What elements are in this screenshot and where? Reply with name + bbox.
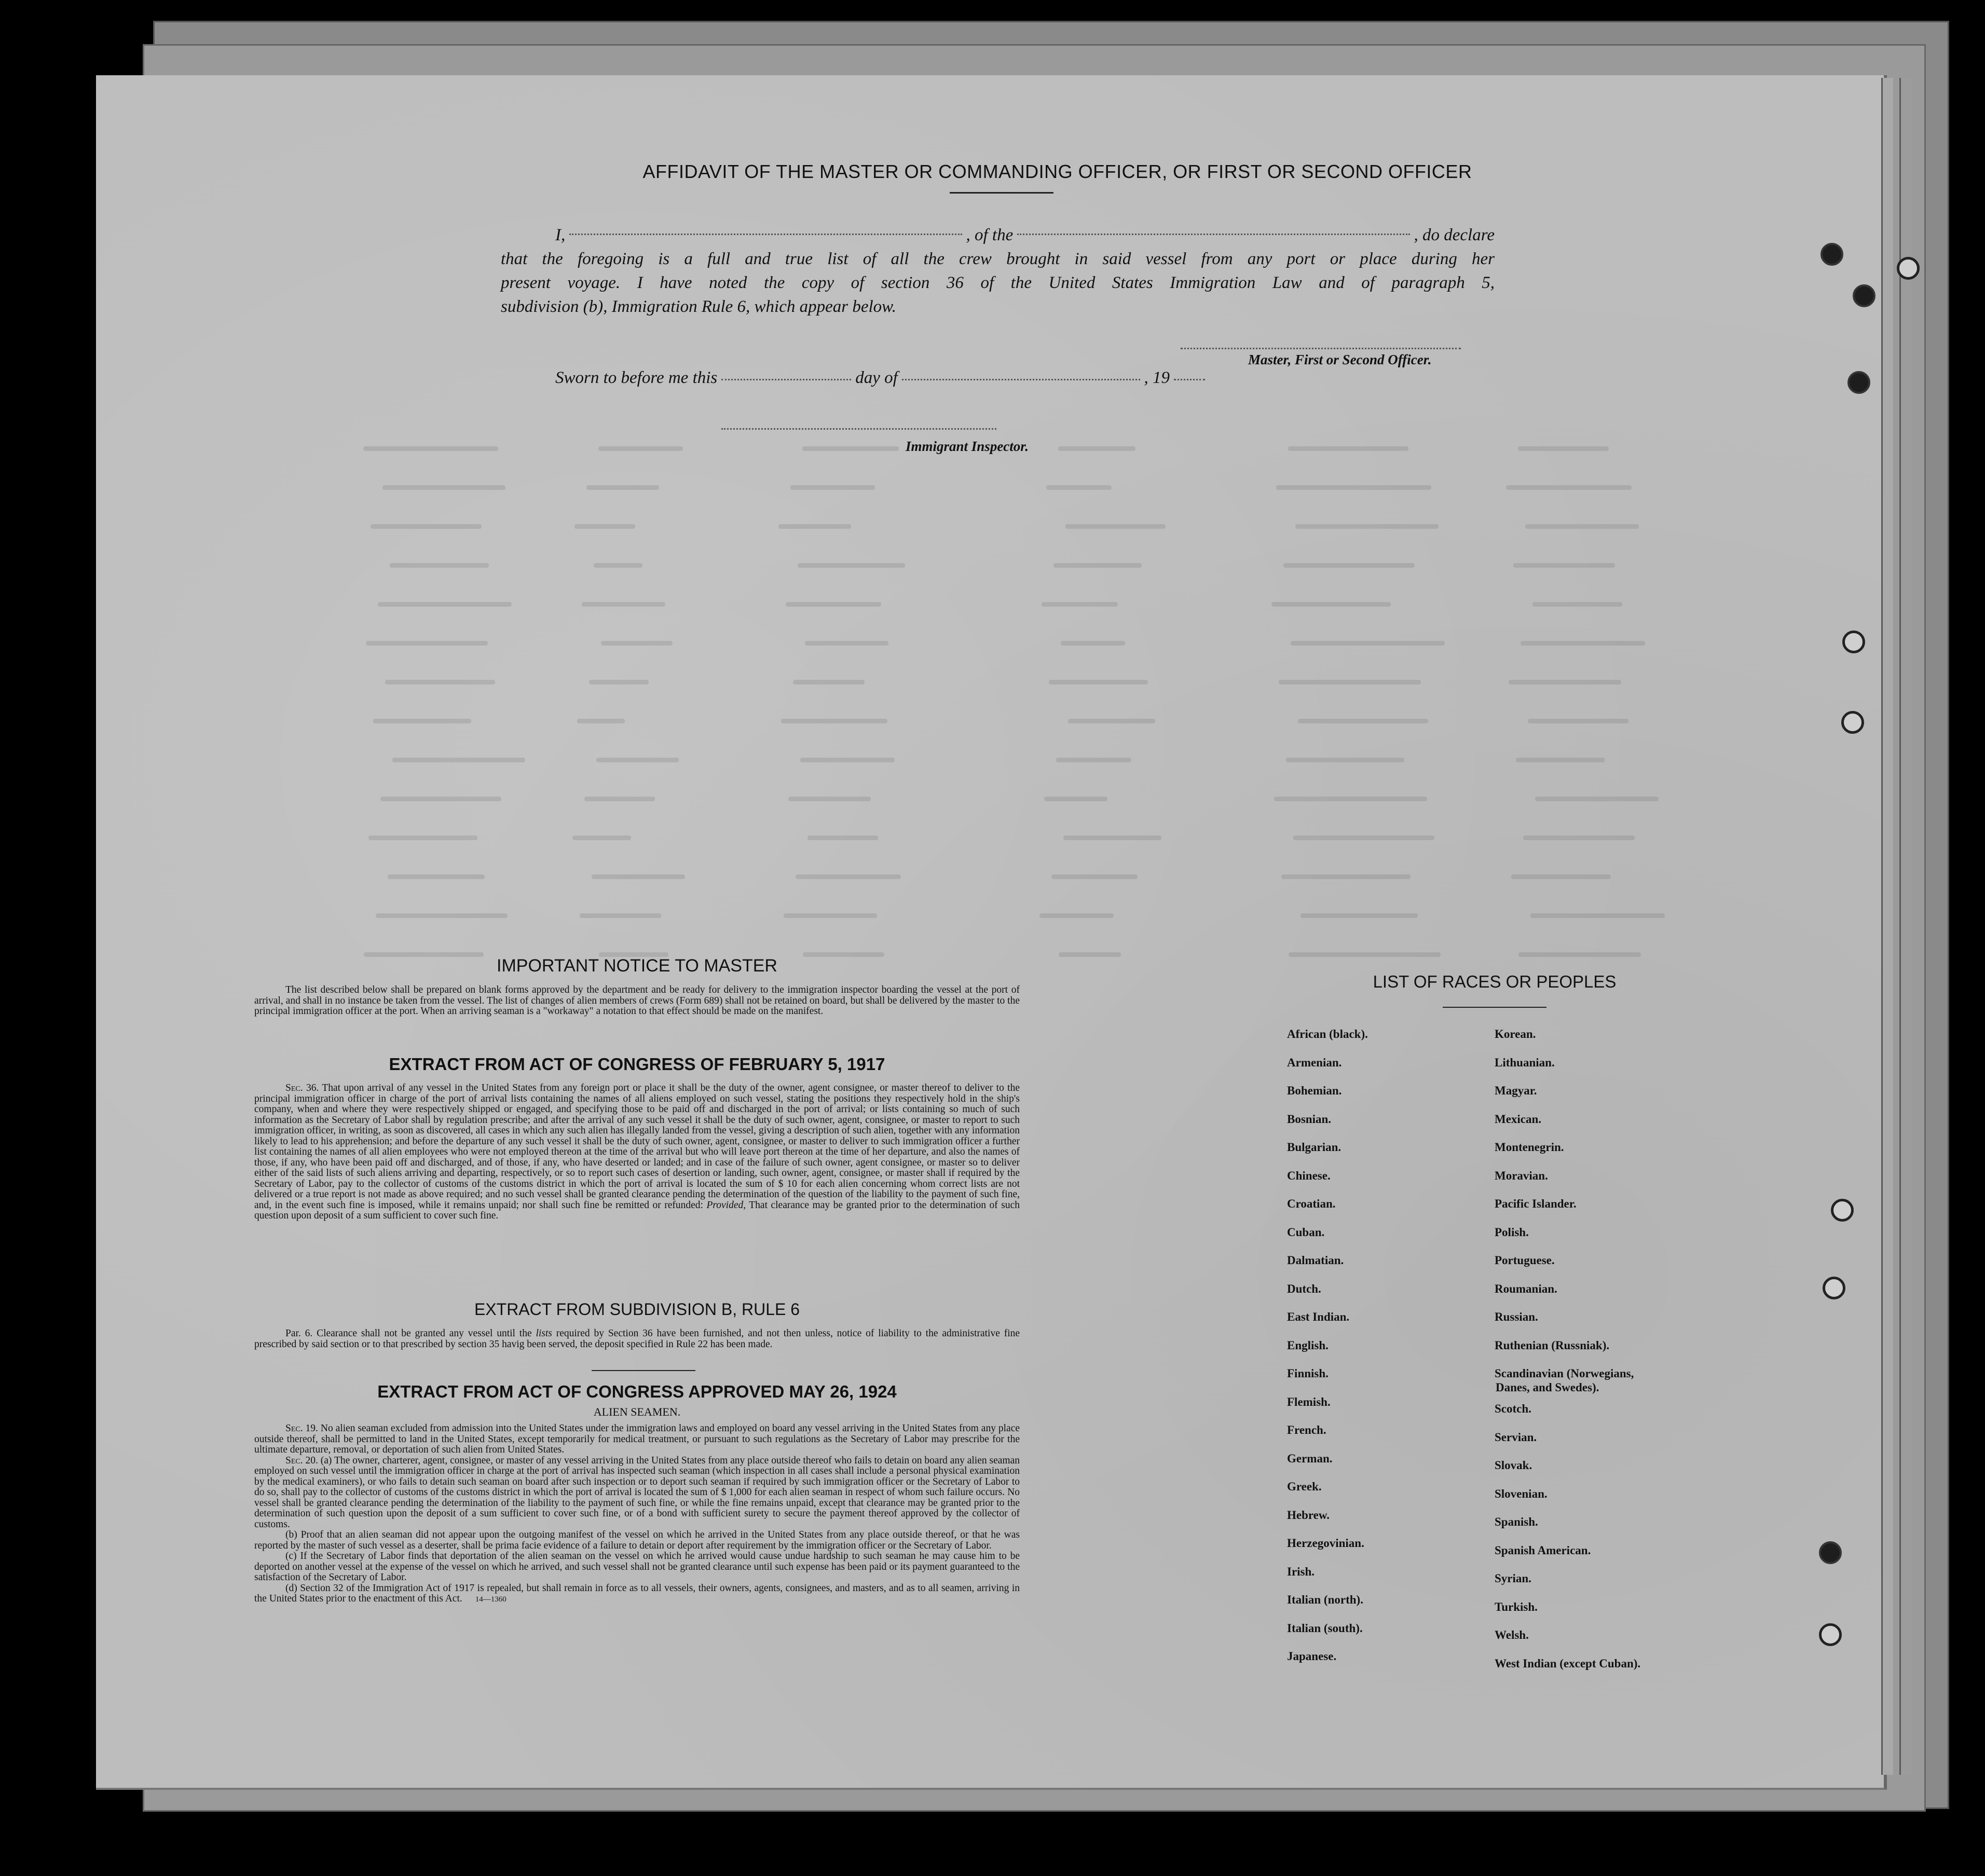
races-title: LIST OF RACES OR PEOPLES bbox=[1373, 972, 1617, 991]
proviso-text: That clearance may be granted prior to the determination of such question upon deposit of a sum sufficient to cover such fine. bbox=[254, 1199, 1020, 1221]
race-item: Croatian. bbox=[1287, 1197, 1336, 1210]
race-item: East Indian. bbox=[1287, 1310, 1350, 1323]
day-field[interactable] bbox=[721, 368, 851, 380]
race-item: Irish. bbox=[1287, 1565, 1315, 1578]
name-field[interactable] bbox=[569, 223, 962, 235]
proviso-word: Provided, bbox=[706, 1199, 746, 1211]
month-field[interactable] bbox=[902, 368, 1140, 380]
race-item: Bosnian. bbox=[1287, 1112, 1332, 1126]
day-of-label: day of bbox=[855, 368, 898, 387]
page-edge bbox=[1881, 78, 1893, 1775]
ghost-row bbox=[378, 602, 512, 607]
ghost-row bbox=[1046, 485, 1112, 490]
ghost-row bbox=[1516, 758, 1605, 762]
ghost-row bbox=[594, 563, 642, 568]
ghost-row bbox=[1525, 524, 1639, 529]
ghost-row bbox=[1281, 874, 1411, 879]
race-item: Danes, and Swedes). bbox=[1496, 1381, 1599, 1394]
ghost-row bbox=[392, 758, 525, 762]
ghost-row bbox=[1528, 719, 1628, 723]
ghost-row bbox=[376, 913, 508, 918]
ghost-row bbox=[1509, 680, 1621, 684]
affidavit-of-the: , of the bbox=[966, 226, 1014, 244]
extract-1924-text bbox=[254, 1423, 1020, 1605]
race-item: Servian. bbox=[1495, 1430, 1537, 1444]
ghost-row bbox=[589, 680, 649, 684]
ghost-row bbox=[572, 836, 631, 840]
ghost-row bbox=[778, 524, 851, 529]
ghost-row bbox=[574, 524, 635, 529]
extract-1917-title: EXTRACT FROM ACT OF CONGRESS OF FEBRUARY 5, 1917 bbox=[389, 1055, 885, 1074]
ghost-row bbox=[388, 874, 485, 879]
affidavit-text bbox=[501, 223, 1495, 319]
punch-hole bbox=[1819, 1541, 1842, 1564]
notice-paragraph: The list described below shall be prepared on blank forms approved by the department and be ready for delivery to the immigration inspector boarding the vessel at the port of arrival, and shall in no instance be taken from the vessel. The list of changes of alien members of crews (Form 689) shall not be retained on board, but shall be delivered by the master to the principal immigration officer at the port. When an arriving seaman is a "workaway" a notation to that effect should be made on the manifest. bbox=[254, 984, 1020, 1017]
rule-6-text-b: required by Section 36 have been furnished, and not then unless, notice of liability to the administrative fine prescribed by said section or to that prescribed by section 35 havig been served, the deposit specified in Rule 22 has been made. bbox=[254, 1328, 1020, 1350]
race-item: Mexican. bbox=[1495, 1112, 1542, 1126]
sec-20b-text: (b) Proof that an alien seaman did not appear upon the outgoing manifest of the vessel on which he arrived in the United States from any place outside thereof, or that he was reported by the master of such vessel as a deserter, shall be prima facie evidence of a failure to detain or deport after requirement by the immigration officer or the Secretary of Labor. bbox=[254, 1529, 1020, 1551]
punch-hole bbox=[1820, 243, 1843, 266]
ghost-row bbox=[1053, 563, 1142, 568]
ghost-row bbox=[390, 563, 489, 568]
ghost-row bbox=[1049, 680, 1148, 684]
race-item: Turkish. bbox=[1495, 1600, 1538, 1613]
inspector-label: Immigrant Inspector. bbox=[906, 439, 1029, 454]
ghost-row bbox=[1065, 524, 1166, 529]
race-item: Italian (north). bbox=[1287, 1593, 1363, 1606]
sec-20-label: Sec. 20. bbox=[285, 1455, 318, 1466]
race-item: Russian. bbox=[1495, 1310, 1538, 1323]
race-item: English. bbox=[1287, 1338, 1329, 1352]
race-item: Dutch. bbox=[1287, 1282, 1321, 1295]
extract-1917-text bbox=[254, 1083, 1020, 1222]
race-item: French. bbox=[1287, 1423, 1326, 1436]
race-item: Spanish. bbox=[1495, 1515, 1538, 1528]
race-item: Korean. bbox=[1495, 1028, 1536, 1040]
race-item: Scotch. bbox=[1495, 1402, 1531, 1415]
sec-20c-text: (c) If the Secretary of Labor finds that deportation of the alien seaman on the vessel on which he arrived would cause undue hardship to such seaman he may cause him to be deported on another vessel at the expense of the vessel on which he arrived, and such vessel shall not be granted clearance until such expense has been paid or its payment guaranteed to the satisfaction of the Secretary of Labor. bbox=[254, 1551, 1020, 1583]
race-item: Italian (south). bbox=[1287, 1621, 1363, 1635]
ghost-row bbox=[1286, 758, 1404, 762]
ghost-row bbox=[796, 874, 901, 879]
punch-hole bbox=[1823, 1277, 1845, 1299]
vessel-field[interactable] bbox=[1017, 223, 1409, 235]
ghost-row bbox=[1523, 836, 1635, 840]
sworn-label: Sworn to before me this bbox=[555, 368, 718, 387]
affidavit-i: I, bbox=[555, 226, 566, 244]
ghost-row bbox=[1506, 485, 1632, 490]
race-item: Bulgarian. bbox=[1287, 1141, 1341, 1154]
ghost-row bbox=[1063, 836, 1161, 840]
affidavit-line-2: that the foregoing is a full and true list of all the crew brought in said vessel from any port or place during her bbox=[501, 250, 1495, 268]
race-item: Magyar. bbox=[1495, 1084, 1537, 1097]
race-item: Chinese. bbox=[1287, 1169, 1331, 1182]
race-item: Montenegrin. bbox=[1495, 1141, 1564, 1154]
race-item: Herzegovinian. bbox=[1287, 1537, 1364, 1550]
race-item: Scandinavian (Norwegians, bbox=[1495, 1367, 1634, 1380]
ghost-row bbox=[584, 797, 655, 801]
ghost-row bbox=[1291, 641, 1445, 646]
sec-36-label: Sec. 36. bbox=[285, 1083, 319, 1093]
ghost-row bbox=[1289, 952, 1441, 957]
ghost-row bbox=[580, 913, 661, 918]
affidavit-line-4: subdivision (b), Immigration Rule 6, which appear below. bbox=[501, 297, 896, 316]
race-item: Cuban. bbox=[1287, 1225, 1325, 1239]
punch-hole bbox=[1847, 371, 1870, 394]
affidavit-declare: , do declare bbox=[1414, 226, 1495, 244]
race-item: Bohemian. bbox=[1287, 1084, 1342, 1097]
affidavit-line-3: present voyage. I have noted the copy of section 36 of the United States Immigration Law and of paragraph 5, bbox=[501, 273, 1495, 292]
ghost-row bbox=[382, 485, 505, 490]
ghost-row bbox=[1513, 563, 1615, 568]
form-number: 14—1360 bbox=[475, 1595, 506, 1604]
ghost-row bbox=[1521, 641, 1645, 646]
sec-20a-text: (a) The owner, charterer, agent, consignee, or master of any vessel arriving in the United States from any place outside thereof who fails to detain on board any alien seaman employed on such vessel until the immigration officer in charge at the port of arrival has inspected such seaman (which inspection in all cases shall include a personal physical examination by the medical examiners), or who fails to detain such seaman on board after such inspection or to deport such seaman if required by such immigration officer or the Secretary of Labor to do so, shall pay to the collector of customs of the customs district in which the port of arrival is located the sum of $ 1,000 for each alien seaman in respect of whom such failure occurs. No vessel shall be granted clearance pending the determination of the liability to the payment of such fine, or while the fine remains unpaid, except that clearance may be granted prior to the determination of such question upon the deposit of a sum sufficient to cover such fine, or of a bond with sufficient surety to secure the payment thereof approved by the collector of customs. bbox=[254, 1455, 1020, 1530]
ghost-row bbox=[1274, 797, 1427, 801]
ghost-row bbox=[1283, 563, 1415, 568]
ghost-row bbox=[1039, 913, 1114, 918]
race-item: Syrian. bbox=[1495, 1572, 1531, 1585]
punch-hole bbox=[1853, 284, 1876, 307]
notice-text bbox=[254, 985, 1020, 1017]
race-item: Armenian. bbox=[1287, 1056, 1342, 1069]
ghost-row bbox=[805, 641, 888, 646]
sec-20d-text: (d) Section 32 of the Immigration Act of 1917 is repealed, but shall remain in force as to all vessels, their owners, agents, consignees, and masters, and as to all seamen, arriving in the United States prior to the enactment of this Act. bbox=[254, 1582, 1020, 1604]
race-item: Hebrew. bbox=[1287, 1508, 1330, 1522]
race-item: German. bbox=[1287, 1451, 1333, 1465]
race-item: Polish. bbox=[1495, 1225, 1529, 1239]
extract-1924-title: EXTRACT FROM ACT OF CONGRESS APPROVED MAY 26, 1924 bbox=[377, 1382, 897, 1401]
ghost-row bbox=[798, 563, 905, 568]
punch-hole bbox=[1897, 257, 1920, 280]
master-signature-field[interactable] bbox=[1181, 343, 1461, 349]
ghost-row bbox=[1061, 641, 1125, 646]
race-item: Japanese. bbox=[1287, 1650, 1337, 1663]
ghost-row bbox=[1298, 719, 1428, 723]
race-item: Slovenian. bbox=[1495, 1487, 1548, 1500]
race-item: Lithuanian. bbox=[1495, 1056, 1555, 1069]
ghost-row bbox=[371, 524, 482, 529]
race-item: Ruthenian (Russniak). bbox=[1495, 1338, 1610, 1352]
notice-title: IMPORTANT NOTICE TO MASTER bbox=[497, 956, 777, 976]
ghost-row bbox=[1300, 913, 1418, 918]
ghost-row bbox=[800, 758, 895, 762]
race-item: Moravian. bbox=[1495, 1169, 1548, 1182]
ghost-row bbox=[1042, 602, 1118, 607]
ghost-row bbox=[788, 797, 871, 801]
race-item: African (black). bbox=[1287, 1028, 1368, 1040]
inspector-signature-field[interactable] bbox=[721, 423, 996, 430]
ghost-row bbox=[363, 446, 498, 451]
ghost-row bbox=[1271, 602, 1391, 607]
ghost-row bbox=[1511, 874, 1611, 879]
race-item: Welsh. bbox=[1495, 1628, 1529, 1641]
alien-seamen-subtitle: ALIEN SEAMEN. bbox=[593, 1405, 681, 1418]
punch-hole bbox=[1819, 1623, 1842, 1646]
ghost-row bbox=[577, 719, 625, 723]
ghost-row bbox=[586, 485, 659, 490]
ghost-row bbox=[592, 874, 685, 879]
race-item: Dalmatian. bbox=[1287, 1254, 1344, 1267]
ghost-row bbox=[781, 719, 887, 723]
page-edge bbox=[1899, 78, 1911, 1775]
sworn-line bbox=[555, 368, 1209, 388]
ghost-row bbox=[1518, 952, 1641, 957]
year-label: , 19 bbox=[1144, 368, 1170, 387]
ghost-row bbox=[1276, 485, 1431, 490]
race-item: Slovak. bbox=[1495, 1459, 1532, 1472]
ghost-row bbox=[1532, 602, 1622, 607]
race-item: Spanish American. bbox=[1495, 1543, 1591, 1557]
ghost-row bbox=[582, 602, 665, 607]
ghost-row bbox=[366, 641, 488, 646]
sec-36-text: That upon arrival of any vessel in the United States from any foreign port or place it shall be the duty of the owner, agent consignee, or master thereof to deliver to the principal immigration officer in charge of the port of arrival lists containing the names of all aliens employed on such vessel, stating the positions they respectively hold in the ship's company, when and where they were respectively shipped or engaged, and specifying those to be paid off and discharged in the port of arrival; or lists containing so much of such information as the Secretary of Labor shall by regulation prescribe; and after the arrival of any such vessel it shall be the duty of such owner, agent, consignee, or master to report to such immigration officer, in writing, as soon as discovered, all cases in which any such alien has illegally landed from the vessel, giving a description of such alien, together with any information likely to lead to his apprehension; and before the departure of any such vessel it shall be the duty of such owner, agent, consignee, or master to deliver to such immigration officer a further list containing the names of all alien employees who were not employed thereon at the time of the arrival but who will leave port thereon at the time of her departure, and also the names of those, if any, who have been paid off and discharged, and of those, if any, who have deserted or landed; and in case of the failure of such owner, agent consignee, or master so to deliver either of the said lists of such aliens arriving and departing, respectively, or so to report such cases of desertion or landing, such owner, agent, consignee, or master shall if required by the Secretary of Labor, pay to the collector of customs of the customs district in which the port of arrival is located the sum of $ 10 for each alien concerning whom correct lists are not delivered or a true report is not made as above required; and no such vessel shall be granted clearance pending the determination of the question of the liability to the payment of such fine, and, in the event such fine is imposed, while it remains unpaid; nor shall such fine be remitted or refunded: bbox=[254, 1083, 1020, 1211]
ghost-row bbox=[368, 836, 477, 840]
ghost-row bbox=[784, 913, 877, 918]
ghost-row bbox=[1295, 524, 1439, 529]
rule-6-lists: lists bbox=[536, 1328, 552, 1339]
race-item: West Indian (except Cuban). bbox=[1495, 1656, 1641, 1670]
rule-6-text-a: Par. 6. Clearance shall not be granted any vessel until the bbox=[285, 1328, 532, 1339]
affidavit-title: AFFIDAVIT OF THE MASTER OR COMMANDING OFFICER, OR FIRST OR SECOND OFFICER bbox=[642, 161, 1472, 182]
races-left-column bbox=[1287, 1028, 1368, 1678]
ghost-row bbox=[1051, 874, 1138, 879]
ghost-row bbox=[1530, 913, 1665, 918]
punch-hole bbox=[1831, 1199, 1854, 1222]
sec-19-label: Sec. 19. bbox=[285, 1423, 318, 1434]
ghost-row bbox=[601, 641, 673, 646]
ghost-row bbox=[596, 758, 679, 762]
races-title-rule bbox=[1443, 1007, 1546, 1008]
race-item: Greek. bbox=[1287, 1480, 1322, 1493]
ghost-row bbox=[1044, 797, 1107, 801]
race-item: Finnish. bbox=[1287, 1367, 1329, 1380]
section-rule bbox=[592, 1370, 695, 1371]
races-right-column bbox=[1495, 1028, 1640, 1685]
race-item: Portuguese. bbox=[1495, 1254, 1555, 1267]
ghost-row bbox=[1518, 446, 1609, 451]
master-label: Master, First or Second Officer. bbox=[1248, 352, 1432, 367]
ghost-row bbox=[1279, 680, 1421, 684]
ghost-row bbox=[1293, 836, 1434, 840]
ghost-row bbox=[1068, 719, 1155, 723]
ghost-row bbox=[1058, 446, 1135, 451]
sec-19-text: No alien seaman excluded from admission into the United States under the immigration laws and employed on board any vessel arriving in the United States from any place outside thereof, shall be permitted to land in the United States, except temporarily for medical treatment, or pursuant to such regulations as the Secretary of Labor may prescribe for the ultimate departure, removal, or deportation of such alien from United States. bbox=[254, 1423, 1020, 1455]
affidavit-line-1 bbox=[501, 223, 1495, 247]
ghost-row bbox=[802, 446, 899, 451]
ghost-row bbox=[1059, 952, 1121, 957]
year-field[interactable] bbox=[1174, 368, 1205, 380]
ghost-row bbox=[1056, 758, 1131, 762]
ghost-row bbox=[1288, 446, 1408, 451]
punch-hole bbox=[1841, 711, 1864, 734]
rule-6-text bbox=[254, 1329, 1020, 1350]
ghost-row bbox=[1535, 797, 1659, 801]
race-item: Flemish. bbox=[1287, 1395, 1331, 1408]
ghost-row bbox=[793, 680, 865, 684]
ghost-row bbox=[385, 680, 495, 684]
rule-6-title: EXTRACT FROM SUBDIVISION B, RULE 6 bbox=[474, 1300, 800, 1319]
ghost-row bbox=[790, 485, 875, 490]
ghost-row bbox=[807, 836, 878, 840]
punch-hole bbox=[1842, 631, 1865, 653]
title-rule bbox=[950, 192, 1053, 194]
ghost-row bbox=[598, 446, 683, 451]
ghost-row bbox=[786, 602, 881, 607]
race-item: Roumanian. bbox=[1495, 1282, 1557, 1295]
race-item: Pacific Islander. bbox=[1495, 1197, 1577, 1210]
ghost-row bbox=[380, 797, 501, 801]
ghost-row bbox=[373, 719, 471, 723]
